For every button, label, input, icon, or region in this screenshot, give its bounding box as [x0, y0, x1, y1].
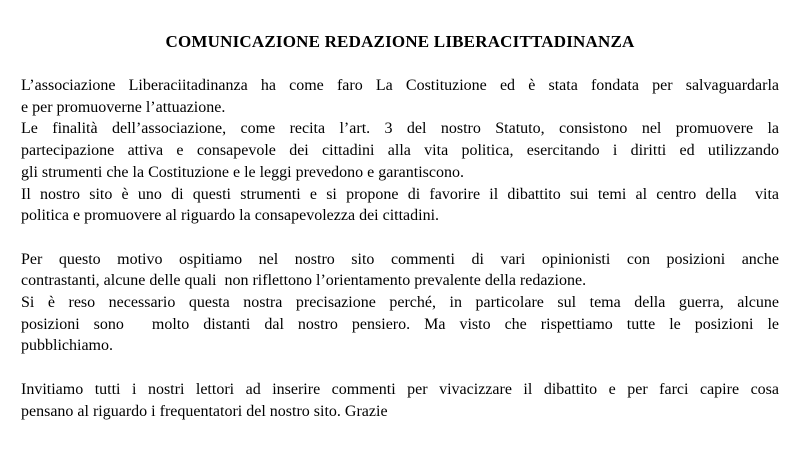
text-line: politica e promuovere al riguardo la consapevolezza dei cittadini.	[21, 207, 440, 225]
text-line: L’associazione Liberaciitadinanza ha come faro La Costituzione ed è stata fondata per salvaguardarla	[21, 77, 779, 94]
text-line: Le finalità dell’associazione, come recita l’art. 3 del nostro Statuto, consistono nel promuovere la	[21, 120, 779, 138]
text-line: pensano al riguardo i frequentatori del nostro sito. Grazie	[21, 402, 388, 420]
blank-line	[21, 227, 779, 249]
text-line: pubblichiamo.	[21, 337, 113, 355]
text-line: contrastanti, alcune delle quali non riflettono l’orientamento prevalente della redazione.	[21, 272, 587, 290]
blank-line	[21, 357, 779, 379]
text-line: Il nostro sito è uno di questi strumenti e si propone di favorire il dibattito sui temi al centro della vita	[21, 185, 779, 203]
document-title: COMUNICAZIONE REDAZIONE LIBERACITTADINANZA	[165, 32, 635, 51]
text-line: e per promuoverne l’attuazione.	[21, 98, 226, 116]
document-body	[21, 75, 779, 422]
text-line: posizioni sono molto distanti dal nostro pensiero. Ma visto che rispettiamo tutte le posizioni le	[21, 315, 779, 333]
text-line: Invitiamo tutti i nostri lettori ad inserire commenti per vivacizzare il dibattito e per farci capire cosa	[21, 380, 779, 398]
text-line: partecipazione attiva e consapevole dei cittadini alla vita politica, esercitando i diritti ed utilizzando	[21, 142, 779, 160]
text-line: Per questo motivo ospitiamo nel nostro sito commenti di vari opinionisti con posizioni anche	[21, 250, 779, 268]
text-line: gli strumenti che la Costituzione e le leggi prevedono e garantiscono.	[21, 163, 464, 181]
text-line: Si è reso necessario questa nostra precisazione perché, in particolare sul tema della guerra, alcune	[21, 294, 779, 312]
